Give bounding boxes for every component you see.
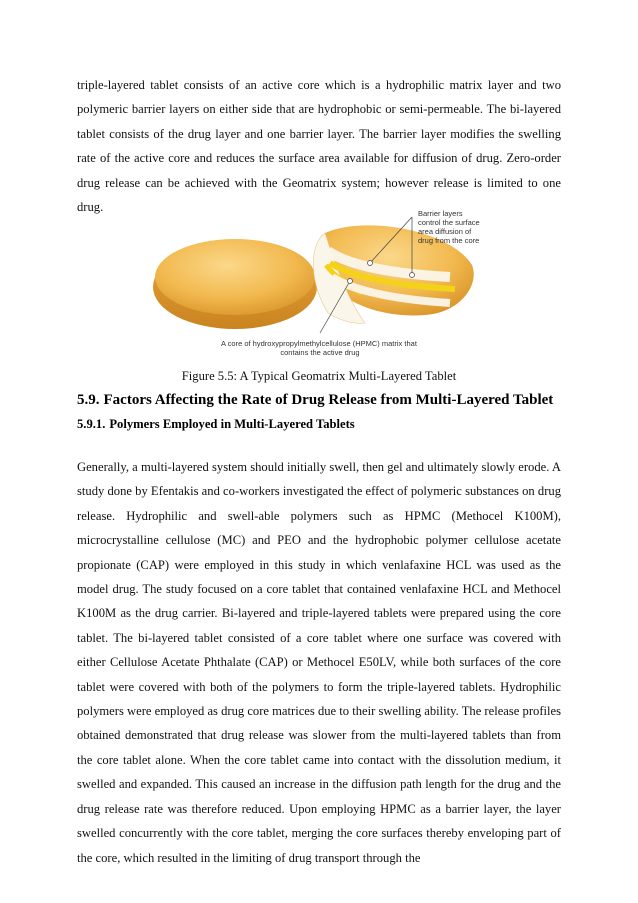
section-title: Factors Affecting the Rate of Drug Release from Multi-Layered Tablet bbox=[103, 392, 554, 408]
subsection-heading bbox=[77, 417, 359, 432]
section-number: 5.9. bbox=[77, 392, 100, 408]
intro-paragraph: triple-layered tablet consists of an active core which is a hydrophilic matrix layer and two polymeric barrier layers on either side that are hydrophobic or semi-permeable. The bi-layered tablet consists of the drug layer and one barrier layer. The barrier layer modifies the swelling rate of the active core and reduces the surface area available for diffusion of drug. Zero-order drug release can be achieved with the Geomatrix system; however release is limited to one drug. bbox=[77, 78, 561, 215]
body-paragraph: Generally, a multi-layered system should initially swell, then gel and ultimately slowly erode. A study done by Efentakis and co-workers investigated the effect of polymeric substances on drug release. Hydrophilic and swell-able polymers such as HPMC (Methocel K100M), microcrystalline cellulose (MC) and PEO and the hydrophobic polymer cellulose acetate propionate (CAP) were employed in this study in which venlafaxine HCL was used as the model drug. The study focused on a core tablet that contained venlafaxine HCL and Methocel K100M as the drug carrier. Bi-layered and triple-layered tablets were prepared using the core tablet. The bi-layered tablet consisted of a core tablet where one surface was covered with either Cellulose Acetate Phthalate (CAP) or Methocel E50LV, while both surfaces of the core tablet were covered with both of the polymers to form the triple-layered tablets. Hydrophilic polymers were employed as drug core matrices due to their swelling ability. The release profiles obtained demonstrated that drug release was slower from the multi-layered tablets than from the core tablet alone. When the core tablet came into contact with the dissolution medium, it swelled and expanded. This caused an increase in the diffusion path length for the drug and the drug release rate was therefore reduced. Upon employing HPMC as a barrier layer, the layer swelled concurrently with the core tablet, merging the core surfaces thereby enveloping part of the core, which resulted in the limiting of drug transport through the bbox=[77, 460, 561, 865]
core-label: A core of hydroxypropylmethylcellulose (HPMC) matrix that contains the active drug bbox=[221, 339, 417, 357]
geomatrix-tablet-figure bbox=[150, 205, 490, 365]
barrier-layers-label: Barrier layers control the surface area diffusion of drug from the core bbox=[418, 209, 480, 245]
subsection-title: Polymers Employed in Multi-Layered Tablets bbox=[109, 417, 355, 431]
whole-tablet bbox=[153, 239, 317, 329]
subsection-number: 5.9.1. bbox=[77, 417, 106, 431]
section-heading bbox=[77, 392, 557, 409]
figure-caption: Figure 5.5: A Typical Geomatrix Multi-Layered Tablet bbox=[181, 369, 457, 383]
